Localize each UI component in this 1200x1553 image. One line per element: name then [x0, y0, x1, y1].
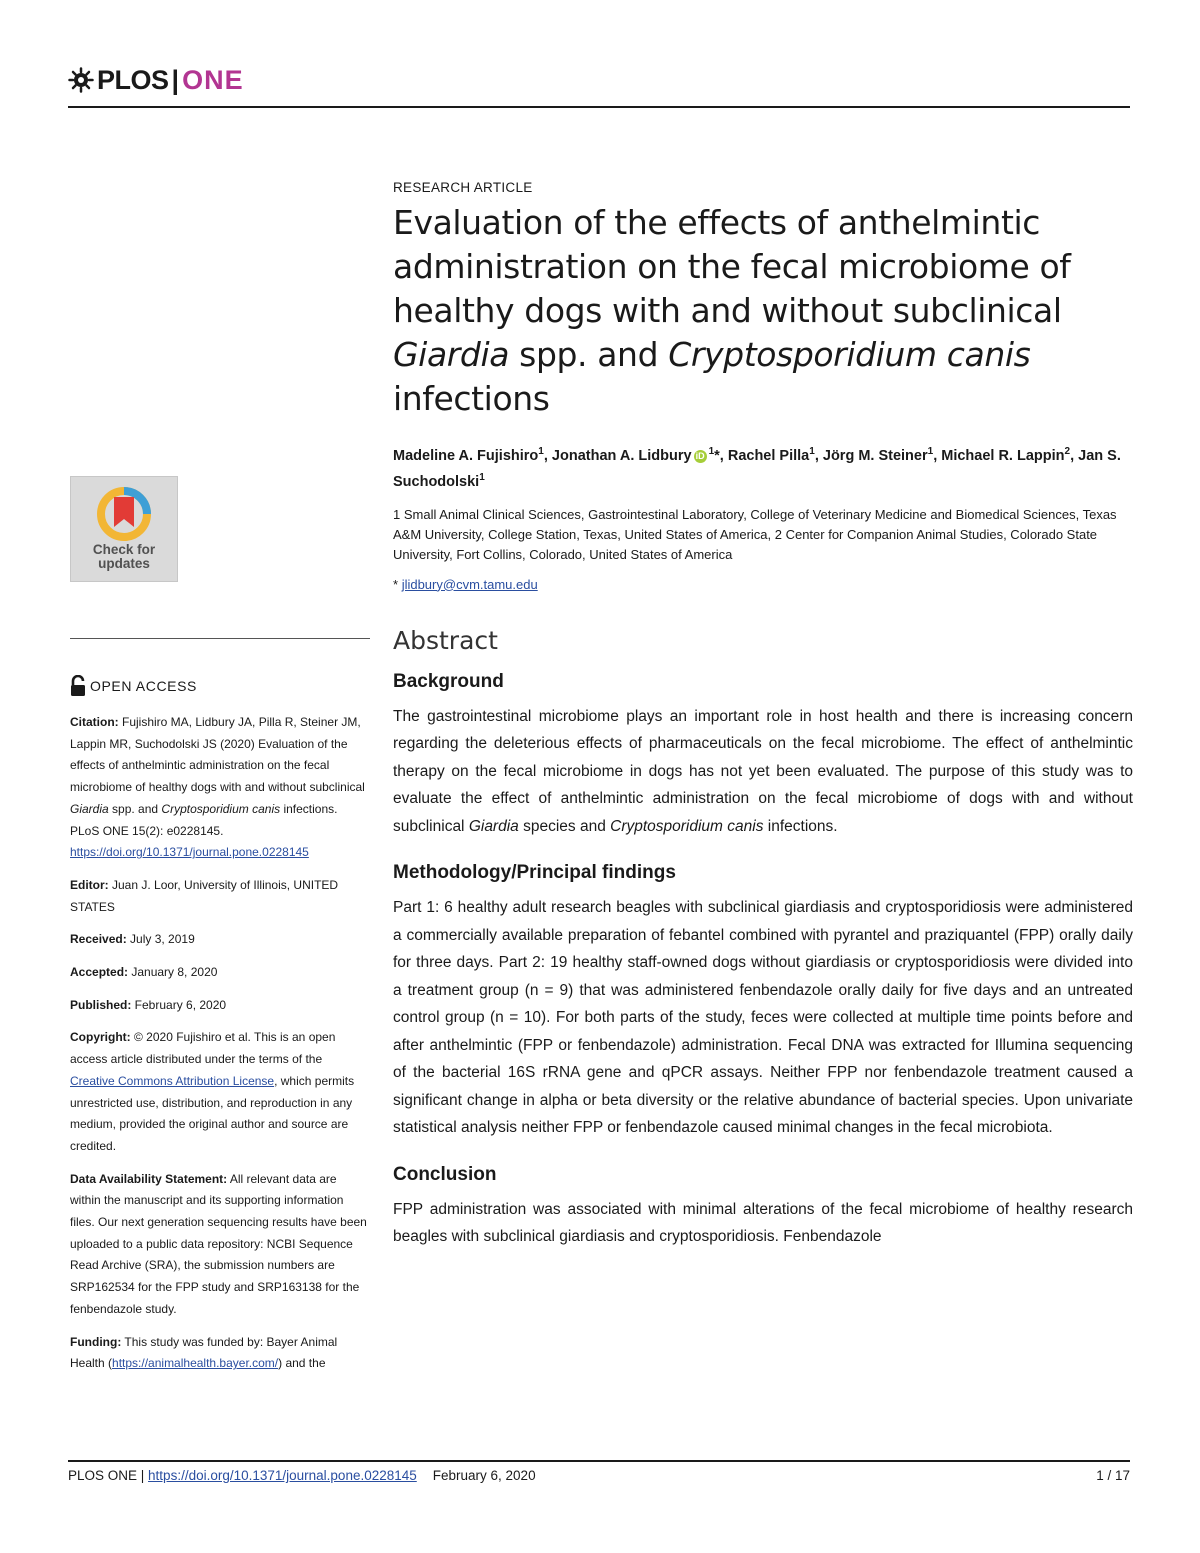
data-availability-text: All relevant data are within the manuscript and its supporting information files. Our next generation sequencing results have been uploaded to a public data repository: NCBI Sequence Read Archive (SRA), the submission numbers are SRP162534 for the FPP study and SRP163138 for the fenbendazole study.: [70, 1171, 367, 1316]
published-label: Published:: [70, 997, 132, 1012]
plos-one-logo: [68, 64, 244, 96]
journal-name-one: ONE: [182, 64, 244, 95]
editor-block: [70, 875, 368, 918]
author-affil: 2: [1064, 446, 1071, 457]
sidebar: [70, 476, 368, 1371]
author-name[interactable]: Jan S. Suchodolski: [393, 447, 1121, 490]
footer-separator: |: [137, 1468, 149, 1483]
copyright-label: Copyright:: [70, 1030, 131, 1045]
check-for-updates-badge[interactable]: [70, 476, 178, 582]
funding-text-2: ) and the: [278, 1356, 326, 1371]
background-text-3: infections.: [763, 817, 838, 835]
citation-label: Citation:: [70, 715, 119, 729]
author-sep: ,: [543, 447, 552, 464]
footer-date: February 6, 2020: [432, 1468, 536, 1483]
author-name[interactable]: Rachel Pilla: [727, 447, 810, 464]
copyright-text-1: © 2020 Fujishiro et al. This is an open access article distributed under the terms of the: [70, 1030, 336, 1067]
corresponding-star: *: [393, 576, 399, 592]
author-name[interactable]: Jonathan A. Lidbury: [551, 447, 692, 464]
footer-rule: [68, 1460, 1130, 1462]
open-access-label: OPEN ACCESS: [90, 678, 197, 694]
citation-doi-link[interactable]: https://doi.org/10.1371/journal.pone.0228145: [70, 845, 309, 860]
published-date: February 6, 2020: [131, 997, 227, 1012]
footer-journal: PLOS ONE: [68, 1468, 138, 1483]
author-sep: ,: [933, 447, 942, 464]
author-affil: 1: [708, 446, 715, 457]
conclusion-heading: Conclusion: [393, 1163, 497, 1185]
received-label: Received:: [70, 932, 127, 947]
editor-text: Juan J. Loor, University of Illinois, UNITED STATES: [70, 877, 339, 914]
license-link[interactable]: Creative Commons Attribution License: [70, 1073, 275, 1088]
funding-text-1: This study was funded by: Bayer Animal Health (: [70, 1334, 338, 1371]
logo-divider: |: [171, 64, 180, 95]
funding-label: Funding:: [70, 1334, 122, 1349]
open-access-badge: [70, 675, 197, 697]
citation-genus-giardia: Giardia: [70, 801, 109, 816]
methods-text: Part 1: 6 healthy adult research beagles with subclinical giardiasis and cryptosporidiosis were administered a commercially available preparation of febantel combined with pyrantel and praziquantel (FPP) orally daily for three days. Part 2: 19 healthy staff-owned dogs without giardiasis or cryptosporidiosis were divided into a treatment group (n = 9) that was administered fenbendazole orally daily for five days and an untreated control group (n = 10). For both parts of the study, feces were collected at multiple time points before and after anthelmintic (FPP or fenbendazole) administration. Fecal DNA was extracted for Illumina sequencing of the bacterial 16S rRNA gene and qPCR assays. Neither FPP nor fenbendazole treatment caused a significant change in alpha or beta diversity or the relative abundance of bacterial species. Upon univariate statistical analysis neither FPP or fenbendazole caused minimal changes in the fecal microbiota.: [393, 899, 1133, 1137]
sidebar-rule: [70, 638, 370, 639]
author-list: [393, 441, 1133, 493]
author-affil: 1: [479, 471, 485, 483]
author-affil: 1: [538, 446, 544, 457]
background-text-1: The gastrointestinal microbiome plays an important role in host health and there is increasing concern regarding the deleterious effects of pharmaceuticals on the fecal microbiome. The effect of anthelmintic therapy on the fecal microbiome in dogs has not yet been evaluated. The purpose of this study was to evaluate the effect of anthelmintic administration on the fecal microbiome of dogs with and without subclinical: [393, 707, 1133, 835]
title-line-1: Evaluation of the effects of anthelmintic: [393, 203, 1041, 242]
title-genus-giardia: Giardia: [393, 335, 510, 374]
accepted-block: [70, 962, 368, 984]
methods-heading: Methodology/Principal findings: [393, 862, 676, 884]
crossmark-label-1: Check for: [92, 542, 156, 557]
sidebar-metadata: [70, 712, 368, 1386]
received-date: July 3, 2019: [126, 932, 195, 947]
crossmark-label: [71, 543, 177, 571]
title-line-2: administration on the fecal microbiome of: [393, 247, 1071, 286]
data-availability-label: Data Availability Statement:: [70, 1171, 228, 1186]
author-name[interactable]: Madeline A. Fujishiro: [393, 447, 539, 464]
copyright-text-2: , which permits unrestricted use, distribution, and reproduction in any medium, provided the original author and source are credited.: [70, 1073, 355, 1153]
footer-doi-link[interactable]: https://doi.org/10.1371/journal.pone.0228145: [148, 1468, 417, 1483]
funding-link[interactable]: https://animalhealth.bayer.com/: [112, 1356, 279, 1371]
main-column: [393, 180, 1133, 1273]
background-species-crypto: Cryptosporidium canis: [610, 817, 764, 835]
data-availability-block: [70, 1169, 368, 1321]
citation-block: [70, 712, 368, 864]
crossmark-label-2: updates: [98, 556, 150, 571]
orcid-icon[interactable]: iD: [695, 450, 705, 461]
page-number: 1 / 17: [1096, 1468, 1130, 1483]
background-genus-giardia: Giardia: [468, 817, 519, 835]
corresponding-email-line: [393, 577, 1133, 592]
citation-text-2: spp. and: [108, 801, 162, 816]
title-mid: spp. and: [509, 335, 669, 374]
affiliations: 1 Small Animal Clinical Sciences, Gastrointestinal Laboratory, College of Veterinary Medicine and Biomedical Sciences, Texas A&M University, College Station, Texas, United States of America, 2 Center for Companion Animal Studies, Colorado State University, Fort Collins, Colorado, United States of America: [393, 506, 1117, 562]
open-lock-icon: [70, 675, 86, 697]
citation-species-crypto: Cryptosporidium canis: [161, 801, 281, 816]
abstract-heading: Abstract: [393, 625, 498, 655]
conclusion-text: FPP administration was associated with minimal alterations of the fecal microbiome of healthy research beagles with subclinical giardiasis and cryptosporidiosis. Fenbendazole: [393, 1200, 1133, 1246]
background-heading: Background: [393, 670, 504, 692]
author-name[interactable]: Michael R. Lappin: [941, 447, 1065, 464]
corresponding-star: *: [714, 447, 720, 464]
published-block: [70, 995, 368, 1017]
accepted-label: Accepted:: [70, 965, 129, 980]
author-sep: ,: [814, 447, 823, 464]
author-affil: 1: [927, 446, 934, 457]
accepted-date: January 8, 2020: [128, 965, 218, 980]
background-text: [393, 703, 1133, 841]
funding-block: [70, 1332, 368, 1375]
journal-name-plos: PLOS: [97, 64, 169, 95]
title-line-5: infections: [393, 379, 550, 418]
title-species-cryptosporidium: Cryptosporidium canis: [668, 335, 1031, 374]
header-rule: [68, 106, 1130, 108]
citation-text-3: infections. PLoS ONE 15(2): e0228145.: [70, 801, 338, 838]
copyright-block: [70, 1027, 368, 1157]
editor-label: Editor:: [70, 877, 109, 892]
citation-text-1: Fujishiro MA, Lidbury JA, Pilla R, Steiner JM, Lappin MR, Suchodolski JS (2020) Evaluation of the effects of anthelmintic administration on the fecal microbiome of healthy dogs with and without subclinical: [70, 715, 365, 795]
page-footer: [68, 1468, 1130, 1483]
author-sep: ,: [1070, 447, 1079, 464]
author-name[interactable]: Jörg M. Steiner: [822, 447, 928, 464]
article-type: RESEARCH ARTICLE: [393, 180, 533, 195]
corresponding-email-link[interactable]: jlidbury@cvm.tamu.edu: [401, 576, 538, 592]
received-block: [70, 929, 368, 951]
plos-logo-icon: [68, 67, 94, 93]
crossmark-icon: [95, 485, 153, 543]
title-line-3: healthy dogs with and without subclinical: [393, 291, 1062, 330]
background-text-2: species and: [518, 817, 611, 835]
author-affil: 1: [809, 446, 815, 457]
author-sep: ,: [719, 447, 728, 464]
article-title: [393, 201, 1133, 421]
